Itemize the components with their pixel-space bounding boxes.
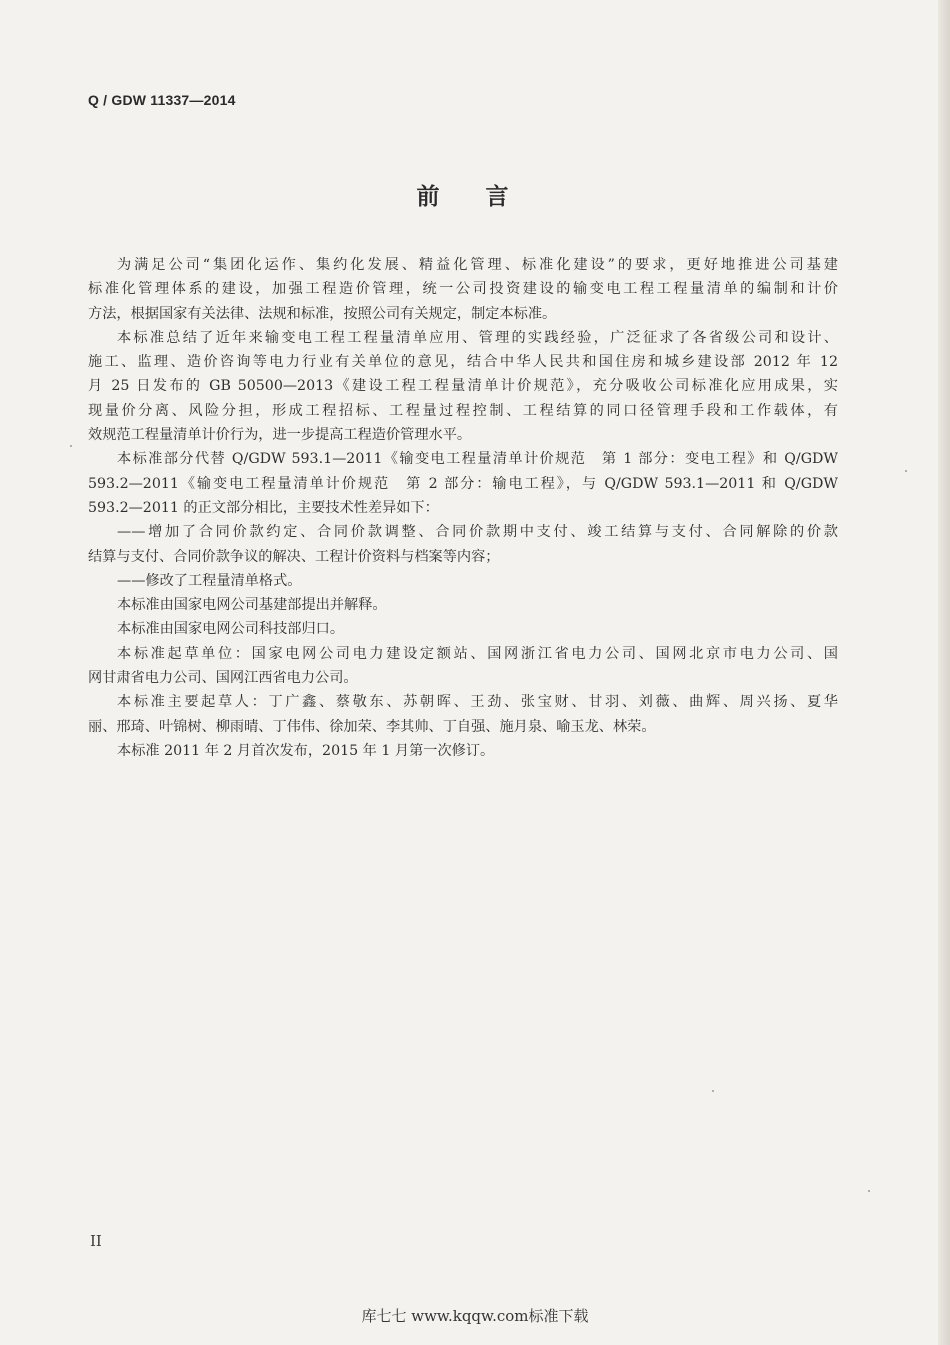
scan-speck <box>70 445 72 447</box>
scan-speck <box>712 1090 714 1092</box>
text-line: 本标准起草单位：国家电网公司电力建设定额站、国网浙江省电力公司、国网北京市电力公司、国 <box>117 645 838 662</box>
text-line: 网甘肃省电力公司、国网江西省电力公司。 <box>88 670 358 687</box>
document-code: Q / GDW 11337—2014 <box>88 92 236 108</box>
text-line: 本标准主要起草人：丁广鑫、蔡敬东、苏朝晖、王劲、张宝财、甘羽、刘薇、曲辉、周兴扬、夏华 <box>117 694 838 711</box>
scan-speck <box>905 470 907 472</box>
foreword-body <box>88 253 838 763</box>
text-line: 丽、邢琦、叶锦树、柳雨晴、丁伟伟、徐加荣、李其帅、丁自强、施月泉、喻玉龙、林荣。 <box>88 718 656 735</box>
scan-speck <box>868 1190 870 1192</box>
text-line: 月 25 日发布的 GB 50500—2013《建设工程工程量清单计价规范》，充分吸收公司标准化应用成果，实 <box>88 378 838 395</box>
text-line: 施工、监理、造价咨询等电力行业有关单位的意见，结合中华人民共和国住房和城乡建设部 2012 年 12 <box>88 354 838 371</box>
text-line: 593.2—2011 的正文部分相比，主要技术性差异如下： <box>88 499 439 516</box>
text-line: 本标准总结了近年来输变电工程工程量清单应用、管理的实践经验，广泛征求了各省级公司和设计、 <box>117 329 838 346</box>
page-edge-shadow <box>938 0 950 1345</box>
text-line: 方法，根据国家有关法律、法规和标准，按照公司有关规定，制定本标准。 <box>88 305 557 322</box>
text-line: 593.2—2011《输变电工程量清单计价规范 第 2 部分：输电工程》，与 Q/GDW 593.1—2011 和 Q/GDW <box>88 475 838 492</box>
text-line: ——增加了合同价款约定、合同价款调整、合同价款期中支付、竣工结算与支付、合同解除的价款 <box>117 524 838 541</box>
text-line: ——修改了工程量清单格式。 <box>117 572 302 589</box>
text-line: 现量价分离、风险分担，形成工程招标、工程量过程控制、工程结算的同口径管理手段和工作载体，有 <box>88 402 838 419</box>
text-line: 本标准 2011 年 2 月首次发布，2015 年 1 月第一次修订。 <box>117 742 495 759</box>
watermark-text: 库七七 www.kqqw.com标准下载 <box>361 1307 589 1325</box>
text-line: 本标准部分代替 Q/GDW 593.1—2011《输变电工程量清单计价规范 第 1 部分：变电工程》和 Q/GDW <box>117 451 838 468</box>
page-number: II <box>90 1232 102 1250</box>
page-title: 前言 <box>416 184 555 210</box>
text-line: 效规范工程量清单计价行为，进一步提高工程造价管理水平。 <box>88 427 472 444</box>
text-line: 为满足公司“集团化运作、集约化发展、精益化管理、标准化建设”的要求，更好地推进公司基建 <box>117 257 838 273</box>
text-line: 标准化管理体系的建设，加强工程造价管理，统一公司投资建设的输变电工程工程量清单的编制和计价 <box>88 281 838 298</box>
text-line: 本标准由国家电网公司科技部归口。 <box>117 621 345 638</box>
text-line: 本标准由国家电网公司基建部提出并解释。 <box>117 597 387 614</box>
text-line: 结算与支付、合同价款争议的解决、工程计价资料与档案等内容； <box>88 548 500 565</box>
